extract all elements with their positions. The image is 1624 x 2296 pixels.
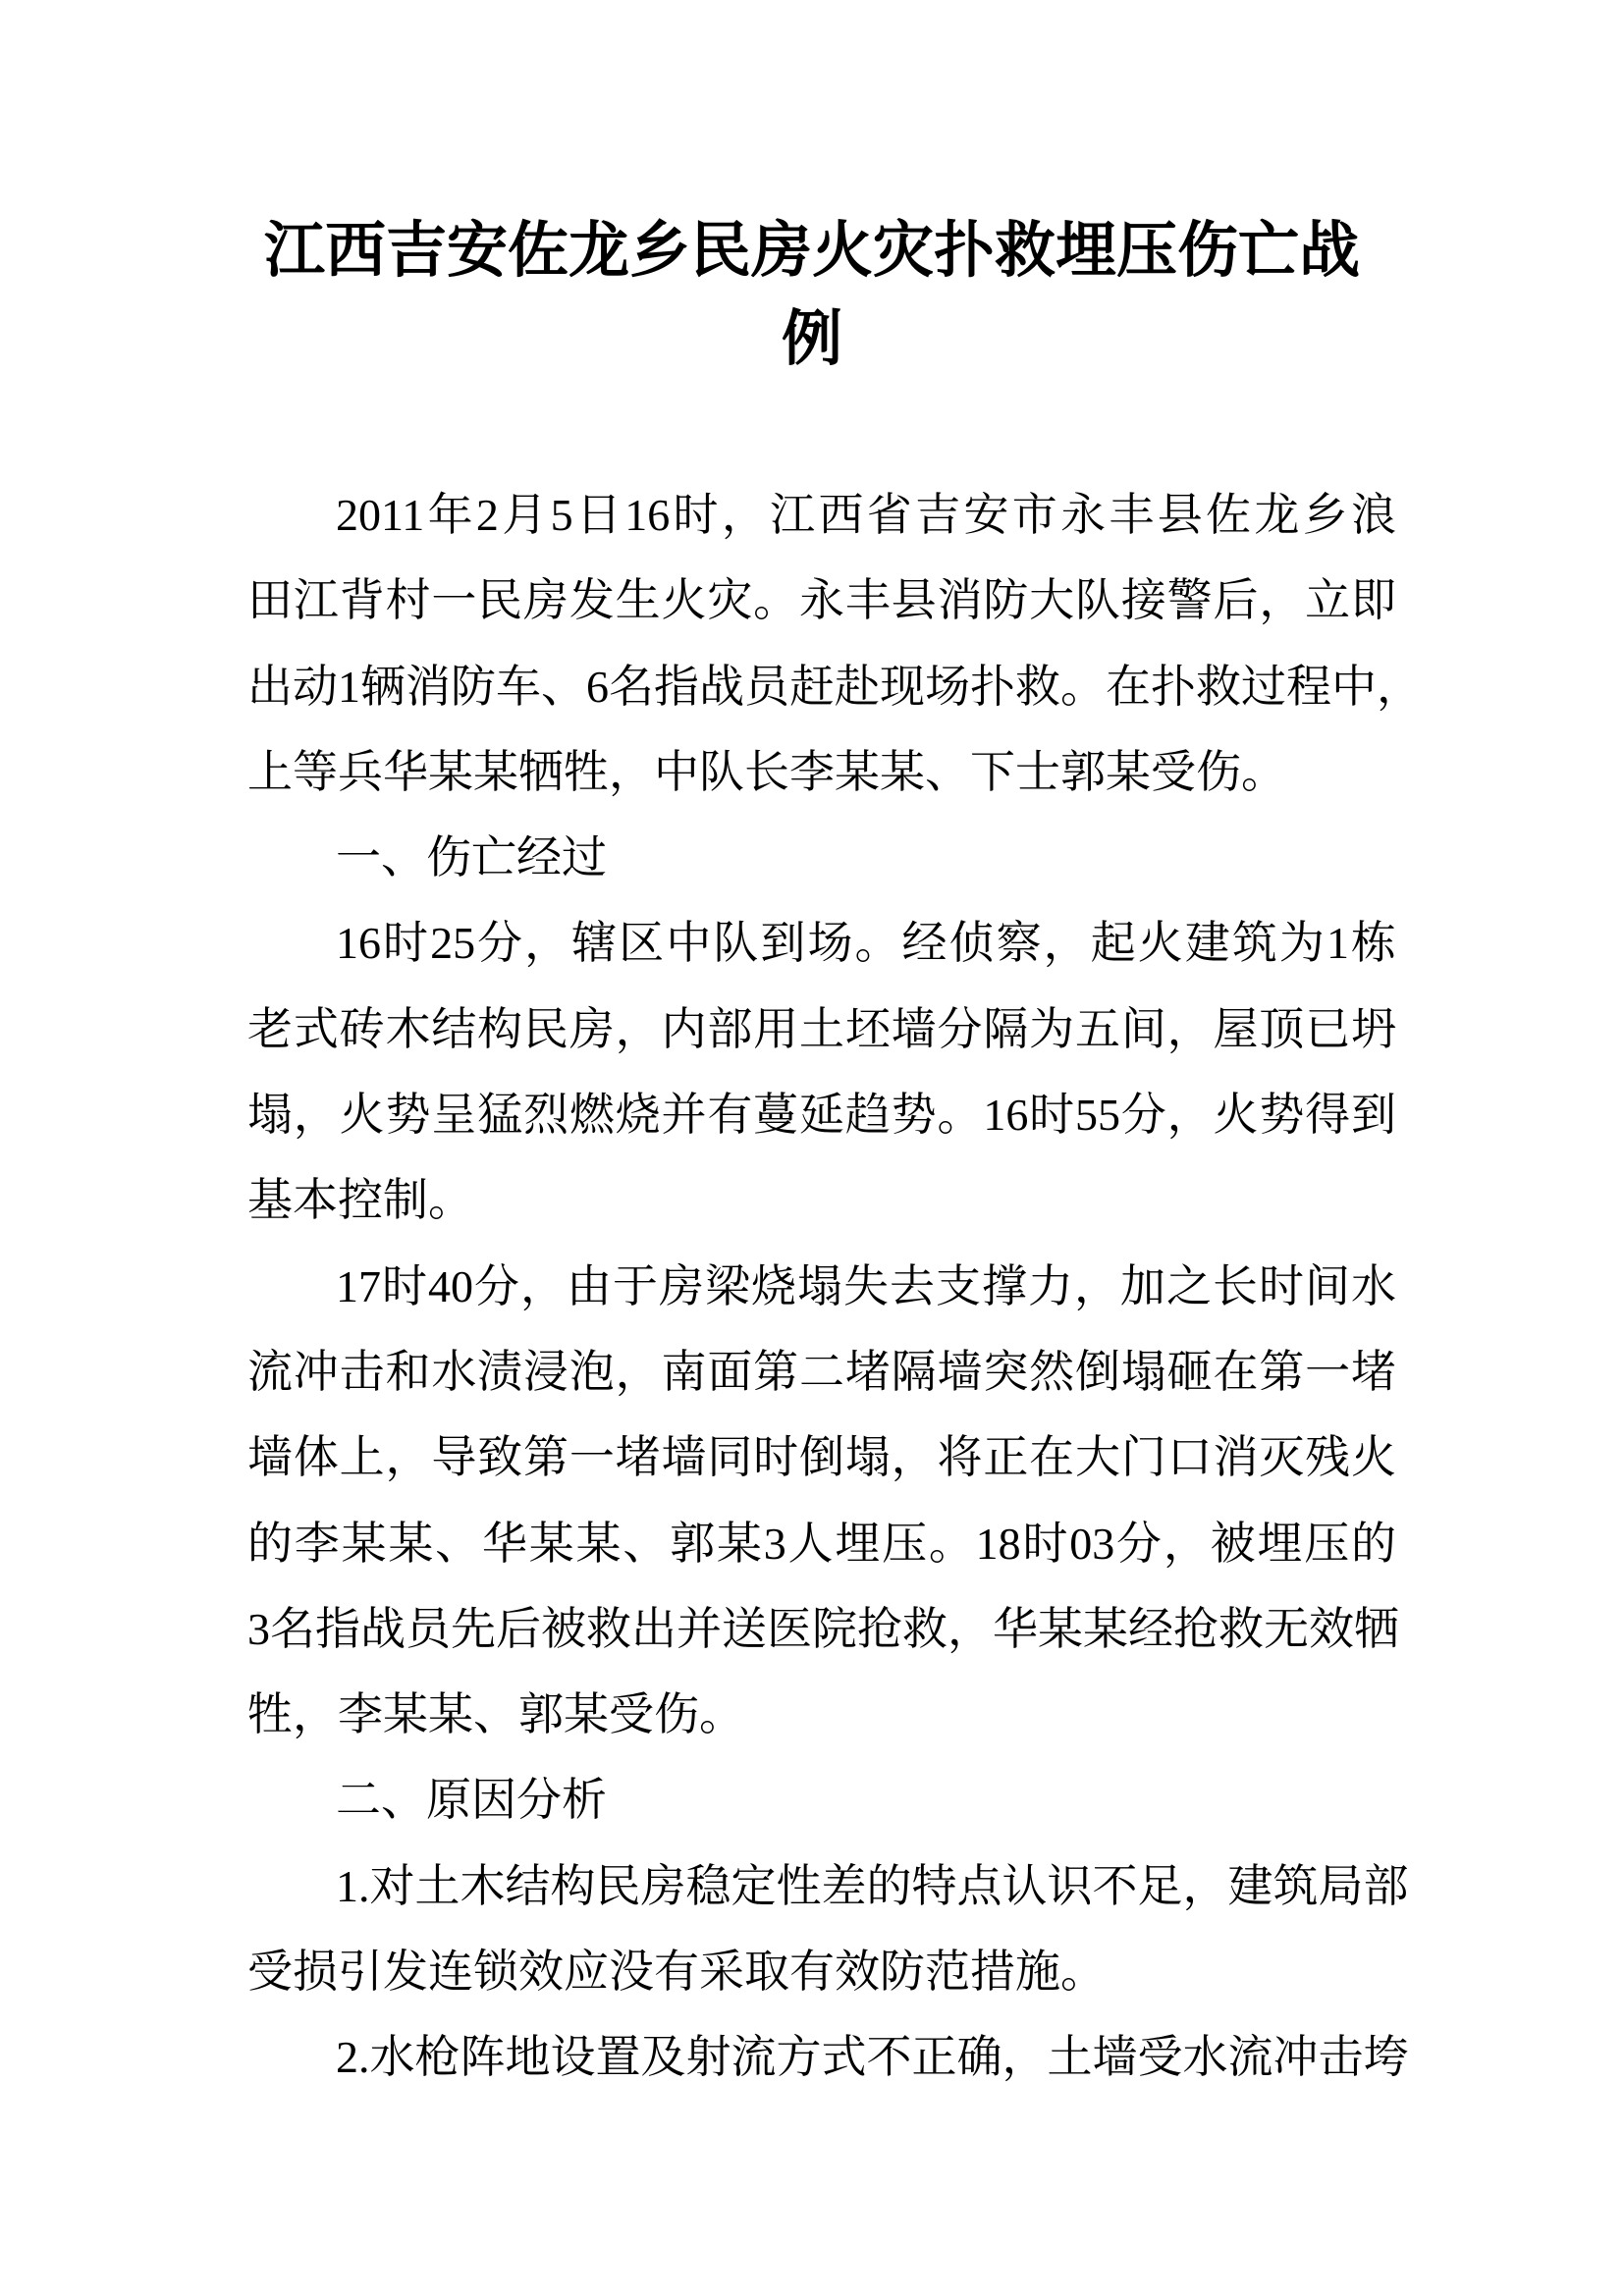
paragraph [247,2014,1409,2100]
paragraph [247,1244,1399,1758]
paragraph-line: 2.水枪阵地设置及射流方式不正确，土墙受水流冲击垮 [336,2032,1409,2083]
paragraph-line: 田江背村一民房发生火灾。永丰县消防大队接警后，立即 [247,575,1396,626]
paragraph-line: 16时25分，辖区中队到场。经侦察，起火建筑为1栋 [336,918,1397,969]
paragraph-line: 二、原因分析 [336,1775,607,1826]
paragraph-line: 2011年2月5日16时，江西省吉安市永丰县佐龙乡浪 [336,490,1396,540]
paragraph-line: 受损引发连锁效应没有采取有效防范措施。 [247,1947,1106,1998]
paragraph-line: 3名指战员先后被救出并送医院抢救，华某某经抢救无效牺 [247,1603,1399,1654]
paragraph [247,815,1396,900]
paragraph-line: 17时40分，由于房梁烧塌失去支撑力，加之长时间水 [336,1260,1396,1311]
paragraph [247,472,1422,815]
paragraph-line: 上等兵华某某牺牲，中队长李某某、下士郭某受伤。 [247,746,1286,797]
document-body [247,472,1422,2101]
paragraph-line: 流冲击和水渍浸泡，南面第二堵隔墙突然倒塌砸在第一堵 [247,1346,1396,1397]
paragraph [247,900,1396,1243]
title-line: 例 [781,302,842,374]
paragraph-line: 老式砖木结构民房，内部用土坯墙分隔为五间，屋顶已坍 [247,1003,1396,1054]
paragraph [247,1843,1409,2015]
paragraph-line: 的李某某、华某某、郭某3人埋压。18时03分，被埋压的 [247,1518,1396,1569]
document-title [196,206,1428,383]
paragraph-line: 墙体上，导致第一堵墙同时倒塌，将正在大门口消灭残火 [247,1432,1396,1483]
paragraph-line: 1.对土木结构民房稳定性差的特点认识不足，建筑局部 [336,1860,1409,1911]
paragraph [247,1757,1396,1842]
title-line: 江西吉安佐龙乡民房火灾扑救埋压伤亡战 [263,214,1360,286]
paragraph-line: 塌，火势呈猛烈燃烧并有蔓延趋势。16时55分，火势得到 [247,1090,1396,1141]
paragraph-line: 基本控制。 [247,1175,473,1226]
paragraph-line: 一、伤亡经过 [336,832,607,883]
paragraph-line: 牲，李某某、郭某受伤。 [247,1689,744,1740]
paragraph-line: 出动1辆消防车、6名指战员赶赴现场扑救。在扑救过程中， [247,661,1422,712]
